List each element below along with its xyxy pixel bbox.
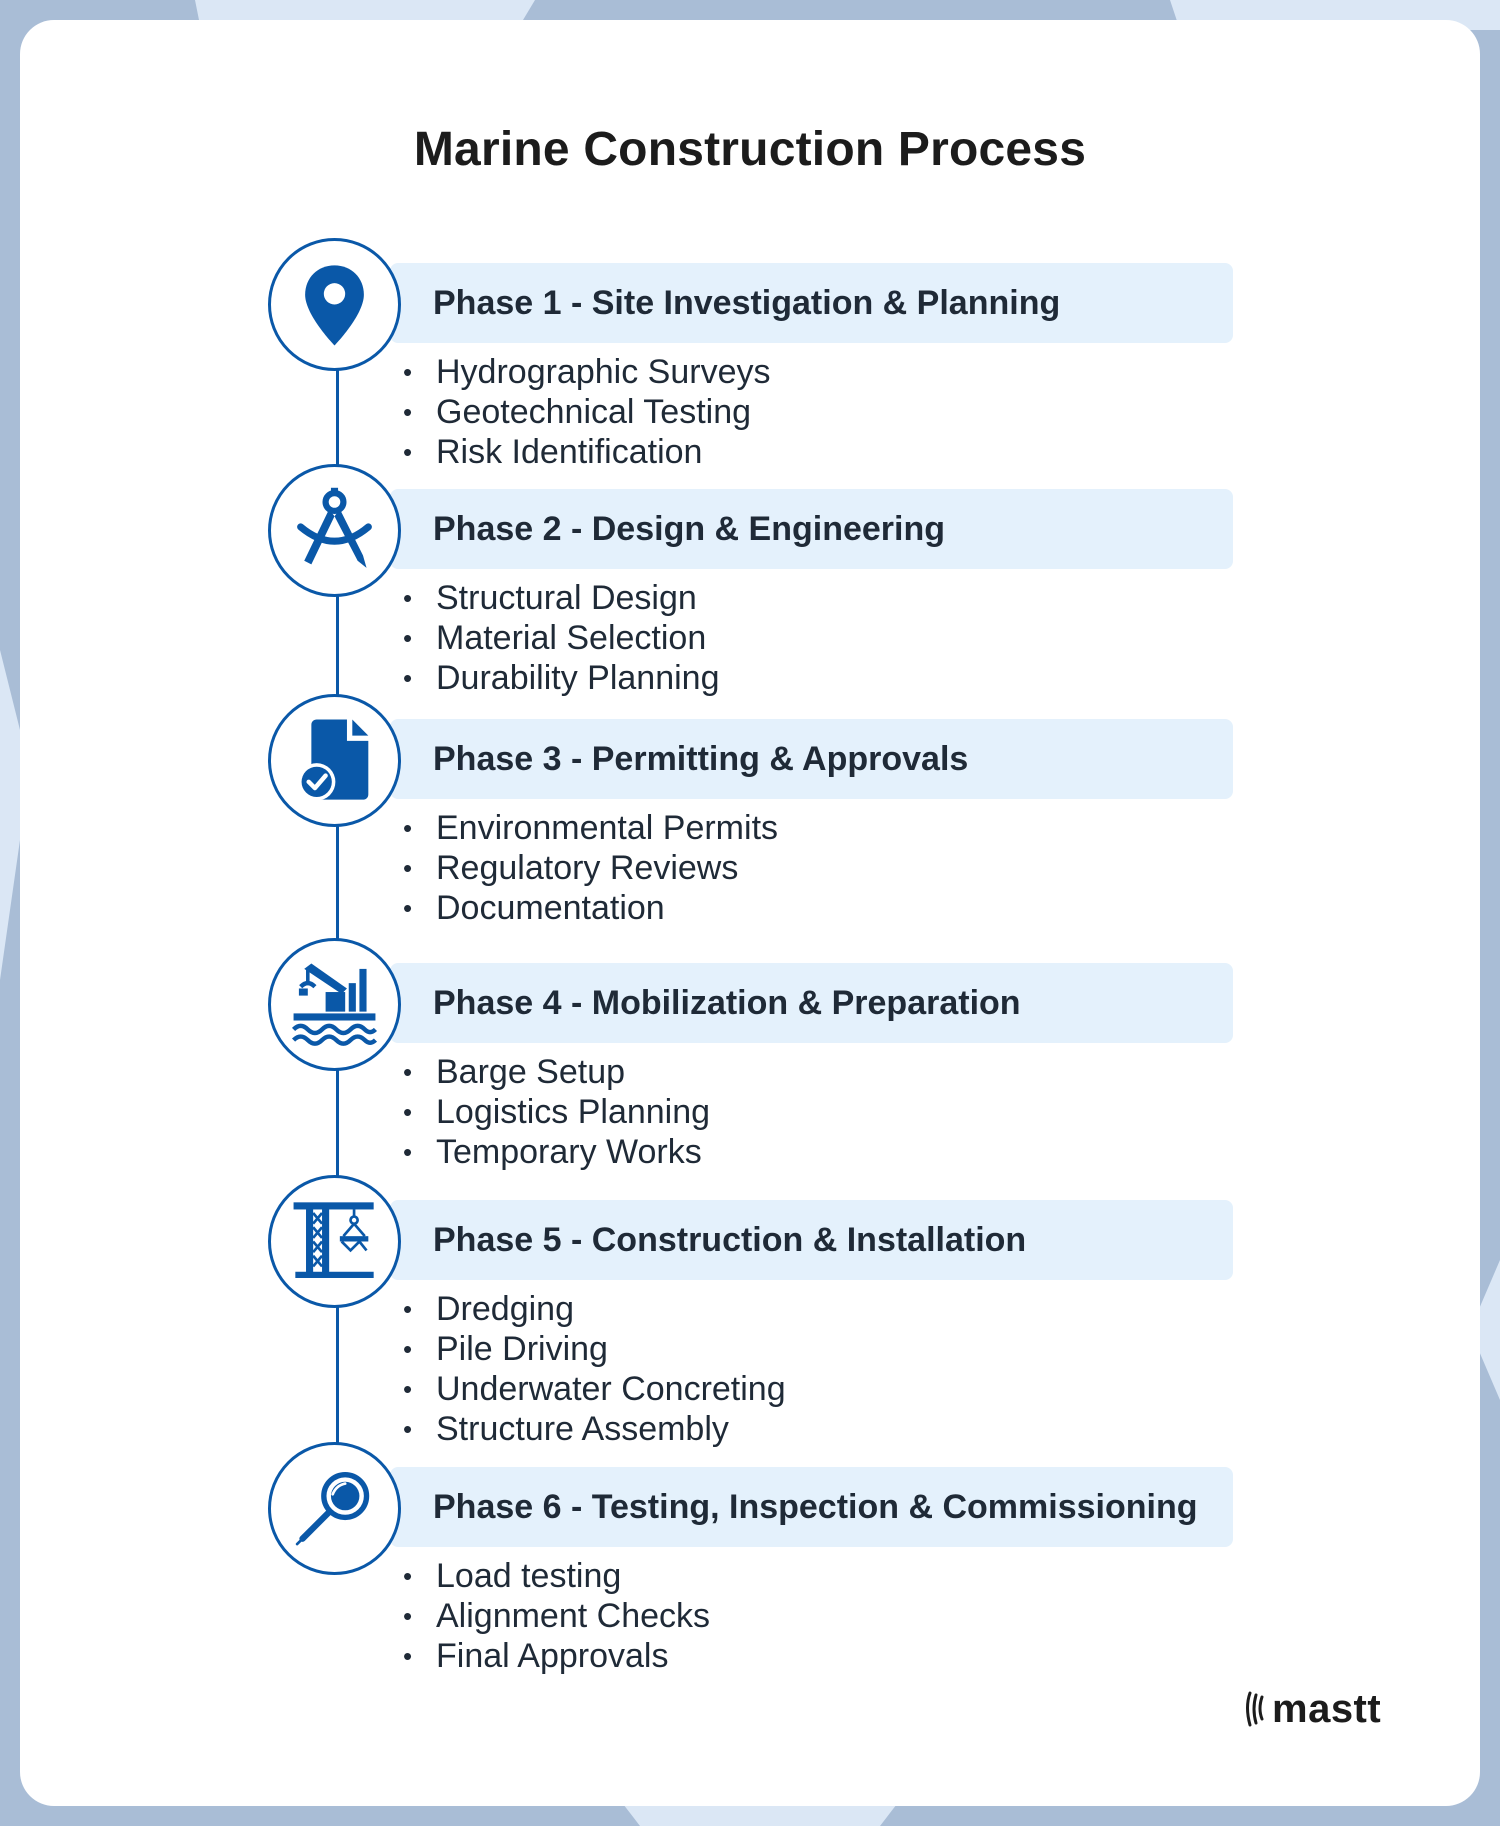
list-item: • Structural Design: [400, 578, 720, 618]
phase-2-item-list: [400, 578, 720, 698]
phase-3-icon-circle: [268, 694, 401, 827]
phase-4-item-list: [400, 1052, 710, 1172]
drafting-compass-icon: [290, 486, 379, 575]
phase-6-icon-circle: [268, 1442, 401, 1575]
phase-6-title: Phase 6 - Testing, Inspection & Commissioning: [433, 1488, 1198, 1526]
list-item: • Environmental Permits: [400, 808, 778, 848]
magnifying-glass-icon: [290, 1464, 379, 1553]
list-item: • Risk Identification: [400, 432, 770, 472]
phase-5-item-list: [400, 1289, 786, 1449]
list-item: • Temporary Works: [400, 1132, 710, 1172]
list-item: • Final Approvals: [400, 1636, 710, 1676]
tower-crane-icon: [290, 1197, 379, 1286]
list-item: • Load testing: [400, 1556, 710, 1596]
phase-5-icon-circle: [268, 1175, 401, 1308]
list-item: • Logistics Planning: [400, 1092, 710, 1132]
logo-text: mastt: [1272, 1686, 1382, 1731]
phase-3-item-list: [400, 808, 778, 928]
list-item: • Underwater Concreting: [400, 1369, 786, 1409]
barge-crane-icon: [290, 960, 379, 1049]
mastt-logo-icon: [1244, 1689, 1268, 1729]
phase-5-title: Phase 5 - Construction & Installation: [433, 1221, 1027, 1259]
phase-4-title: Phase 4 - Mobilization & Preparation: [433, 984, 1021, 1022]
list-item: • Documentation: [400, 888, 778, 928]
list-item: • Durability Planning: [400, 658, 720, 698]
phase-2-icon-circle: [268, 464, 401, 597]
list-item: • Geotechnical Testing: [400, 392, 770, 432]
list-item: • Material Selection: [400, 618, 720, 658]
phase-4-icon-circle: [268, 938, 401, 1071]
location-pin-icon: [290, 260, 379, 349]
list-item: • Barge Setup: [400, 1052, 710, 1092]
phase-1-icon-circle: [268, 238, 401, 371]
list-item: • Regulatory Reviews: [400, 848, 778, 888]
list-item: • Pile Driving: [400, 1329, 786, 1369]
list-item: • Alignment Checks: [400, 1596, 710, 1636]
phase-1-title: Phase 1 - Site Investigation & Planning: [433, 284, 1061, 322]
list-item: • Hydrographic Surveys: [400, 352, 770, 392]
page-title: Marine Construction Process: [413, 123, 1087, 176]
approved-document-icon: [290, 716, 379, 805]
phase-3-title: Phase 3 - Permitting & Approvals: [433, 740, 969, 778]
mastt-logo: [1244, 1684, 1381, 1734]
phase-2-title: Phase 2 - Design & Engineering: [433, 510, 946, 548]
phase-1-item-list: [400, 352, 770, 472]
list-item: • Structure Assembly: [400, 1409, 786, 1449]
list-item: • Dredging: [400, 1289, 786, 1329]
phase-6-item-list: [400, 1556, 710, 1676]
